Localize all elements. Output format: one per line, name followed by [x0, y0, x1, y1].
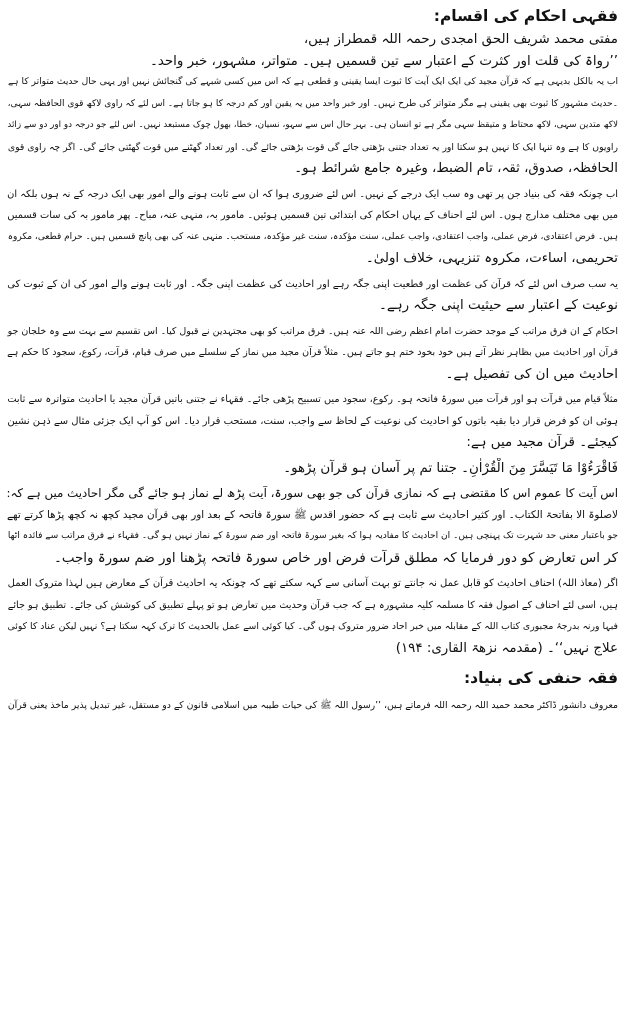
text-line: نوعیت کے اعتبار سے حیثیت اپنی جگہ رہے۔ [379, 298, 618, 313]
paragraph-gap [7, 659, 618, 666]
text-line: لاکھ متدین سہی، لاکھ محتاط و متیقظ سہی مگر ہے تو انسان ہی۔ بہر حال اس سے سہو، نسیان، خطا، بھول چوک مستبعد نہیں۔ اس لئے جو درجہ دو اور دو سے زائد [7, 120, 618, 130]
text-line: احادیث میں ان کی تفصیل ہے۔ [445, 366, 618, 382]
text-line: میں بھی مختلف مدارج ہوں۔ اس لئے احناف کے یہاں احکام کی ابتدائی تین قسمیں ہوئیں۔ مامور بہ، منہی عنہ، مباح۔ پھر مامور بہ کی سات قسمیں [7, 210, 618, 221]
text-line: جو باعتبار معنی حد شہرت تک پہنچی ہیں۔ ان احادیث کا مفادیہ ہوا کہ بغیر سورۃ فاتحہ اور ضم سورۃ کے نماز نہیں ہو گی۔ فقہاء نے فرق مراتب سے فائدہ اٹھا [7, 531, 618, 541]
text-line: ہیں، اسی لئے احناف کے اصول فقہ کا مسلمہ کلیہ مشہورہ ہے کہ جب قرآن وحدیث میں تعارض ہو تو پہلے تطبیق کی کوشش کی جائے۔ تطبیق ہو جائے [7, 599, 618, 611]
text-line: قرآن اور احادیث میں بظاہر نظر آتے ہیں خود بخود ختم ہو جاتے ہیں۔ مثلاً قرآن مجید میں نماز کے سلسلے میں صرف قیام، قرآت، رکوع، سجود کا حکم ہے [7, 347, 618, 358]
text-line: فبہا ورنہ بدرجۂ مجبوری کتاب اللہ کے مقابلہ میں خبر احاد ضرور متروک ہوں گی۔ کیا کوئی اسے عمل بالحدیث کا ترک کہہ سکتا ہے؟ نہیں لیکن عناد کا کوئی [7, 621, 618, 632]
text-line: راویوں کا ہے وہ تنہا ایک کا نہیں ہو سکتا اور یہ تعداد جتنی بڑھتی جائے گی قوت بڑھتی جائے گی۔ اور تعداد گھٹنے میں قوت گھٹتی جائے گی۔ اگر چہ راوی قوی [7, 141, 618, 153]
text-line: ’’رواۃ کی قلت اور کثرت کے اعتبار سے تین قسمیں ہیں۔ متواتر، مشہور، خبر واحد۔ [149, 53, 618, 69]
text-line: مثلاً قیام میں قرآت ہو اور قرآت میں سورۃ فاتحہ ہو۔ رکوع، سجود میں تسبیح پڑھی جائے۔ فقہاء نے جتنی باتیں قرآن مجید یا احادیث متواترہ سے ثابت [7, 394, 618, 405]
text-line: معروف دانشور ڈاکٹر محمد حمید اللہ رحمہ اللہ فرماتے ہیں، ’’رسول اللہ ﷺ کی حیات طیبہ میں اسلامی قانون کے دو مستقل، غیر تبدیل پذیر ماخذ یعنی قرآن [7, 700, 618, 711]
text-line: اب چونکہ فقہ کی بنیاد جن پر تھی وہ سب ایک درجے کے نہیں۔ اس لئے ضروری ہوا کہ ان سے ثابت ہونے والے امور بھی ایک درجہ کے نہ ہوں بلکہ ان [7, 188, 618, 200]
text-line: کیجئے۔ قرآن مجید میں ہے: [466, 435, 618, 450]
text-line: علاج نہیں‘‘۔ (مقدمہ نزھۃ القاری: ۱۹۴) [395, 640, 618, 656]
text-line: تحریمی، اساءت، مکروہ تنزیہی، خلاف اولیٰ۔ [365, 251, 618, 266]
section-heading: فقہ حنفی کی بنیاد: [463, 669, 618, 687]
text-line: احکام کے ان فرق مراتب کے موجد حضرت امام اعظم رضی اللہ عنہ ہیں۔ فرق مراتب کو بھی مجتہدین نے قبول کیا۔ اس تقسیم سے بہت سے وہ خلجان جو [7, 325, 618, 337]
text-line: اس آیت کا عموم اس کا مقتضی ہے کہ نمازی قرآن کی جو بھی سورۃ، آیت پڑھ لے نماز ہو جائے گی مگر احادیث میں ہے کہ: [7, 486, 618, 500]
text-line: الحافظہ، صدوق، ثقہ، تام الضبط، وغیرہ جامع شرائط ہو۔ [294, 161, 618, 176]
text-line: اگر (معاذ اللہ) احناف احادیث کو قابل عمل نہ جانتے تو بہت آسانی سے کہہ سکتے تھے کہ چونکہ یہ احادیث قرآن کے معارض ہیں لہذا متروک العمل [7, 578, 618, 589]
text-line: اب یہ بالکل بدیہی ہے کہ قرآن مجید کی ایک ایک آیت کا ثبوت ایسا یقینی و قطعی ہے کہ اس میں کسی شبہے کی گنجائش نہیں اور یہی حال حدیث متواتر کا ہے [7, 77, 618, 87]
text-line: کر اس تعارض کو دور فرمایا کہ مطلق قرآت فرض اور خاص سورۃ فاتحہ پڑھنا اور ضم سورۃ واجب۔ [54, 550, 618, 566]
text-line: فَاقْرَءُوْا مَا تَيَسَّرَ مِنَ الْقُرْاٰنِ۔ جتنا تم پر آسان ہو قرآن پڑھو۔ [283, 460, 618, 476]
text-line: ۔حدیث مشہور کا ثبوت بھی یقینی ہے مگر متواتر کی طرح نہیں۔ اور خبر واحد میں یہ یقین اور کم درجہ کا ہو جاتا ہے۔ اس لئے کہ راوی لاکھ قوی الحافظہ سہی، [7, 98, 618, 109]
text-line: مفتی محمد شریف الحق امجدی رحمہ اللہ قمطراز ہیں، [303, 32, 618, 47]
section-heading: فقہی احکام کی اقسام: [433, 7, 618, 25]
text-line: یہ سب صرف اس لئے کہ قرآن کی عظمت اور قطعیت اپنی جگہ رہے اور احادیث کی عظمت اپنی جگہ۔ اور ثابت ہونے والے امور کی ان کے ثبوت کی [7, 278, 618, 290]
text-line: ہوئی ان کو فرض قرار دیا بقیہ باتوں کو احادیث کی نوعیت کے لحاظ سے واجب، سنت، مستحب قرار دیا۔ اس کو آپ ایک جزئی مثال سے ذہن نشین [7, 415, 618, 427]
text-line: لاصلوۃ الا بفاتحۃ الکتاب۔ اور کثیر احادیث سے ثابت ہے کہ حضور اقدس ﷺ سورۃ فاتحہ کے بعد اور بھی قرآن مجید کچھ نہ کچھ پڑھا کرتے تھے [7, 508, 618, 521]
text-line: ہیں۔ فرض اعتقادی، فرض عملی، واجب اعتقادی، واجب عملی، سنت مؤکدہ، سنت غیر مؤکدہ، مستحب۔ منہی عنہ کی بھی پانچ قسمیں ہیں۔ حرام قطعی، مکروہ [7, 231, 618, 242]
